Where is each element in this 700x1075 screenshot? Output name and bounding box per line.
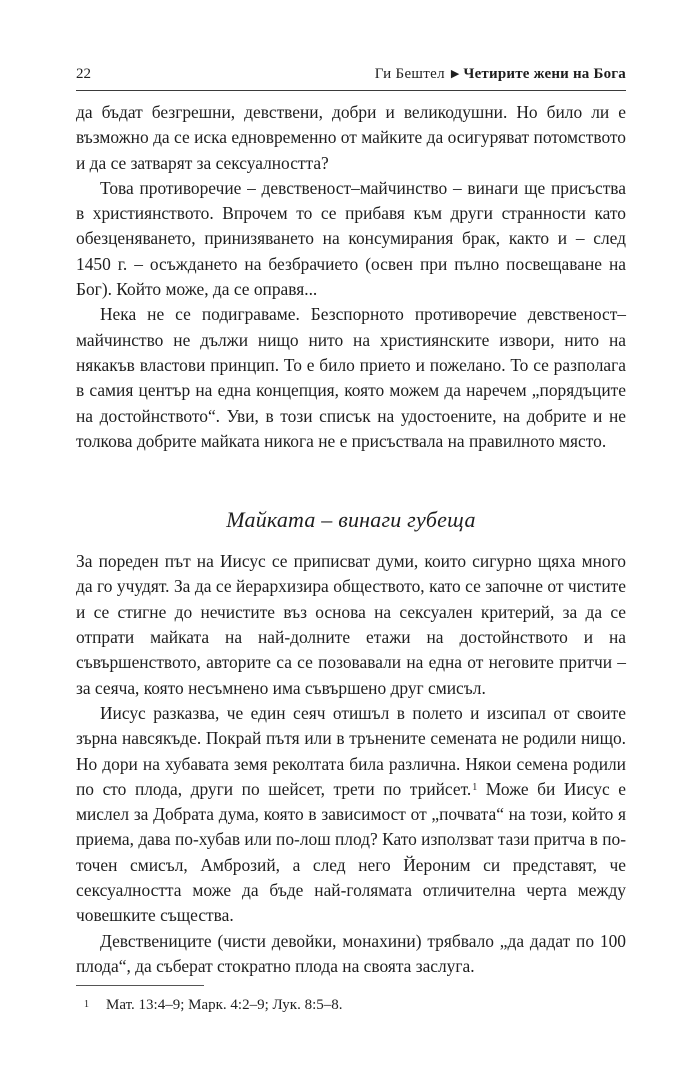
footnote-divider	[76, 985, 204, 986]
footnote	[76, 995, 626, 1015]
paragraph: Това противоречие – девственост–майчинство – винаги ще присъства в християнството. Впрочем то се прибавя към други странности като обезценяването, принизяването на консумирания брак, както и – след 1450 г. – осъждането на безбрачието (освен при пълно посвещаване на Бог). Който може, да се оправя...	[76, 177, 626, 300]
paragraph-text: Иисус разказва, че един сеяч отишъл в полето и изсипал от своите зърна навсякъде. Покрай пътя или в трънените семената не родили нищо. Но дори на хубавата земя реколтата била различна. Някои семена родили по сто плода, други по шейсет, трети по трийсет.	[76, 702, 626, 799]
paragraph: Нека не се подиграваме. Безспорното противоречие девственост–майчинство не дължи нищо нито на християнските извори, нито на някакъв властови принцип. То е било прието и пожелано. То се разполага в самия център на една концепция, която можем да наречем „порядъците на достойнството“. Уви, в този списък на удостоените, на добрите и не толкова добрите майката никога не е присъствала на правилното място.	[76, 304, 626, 451]
footnote-text: Мат. 13:4–9; Марк. 4:2–9; Лук. 8:5–8.	[106, 997, 343, 1013]
section-heading: Майката – винаги губеща	[226, 507, 476, 533]
paragraph-with-footnote	[76, 701, 626, 929]
paragraph-continued: да бъдат безгрешни, девствени, добри и великодушни. Но било ли е възможно да се иска едновременно от майките да осигуряват потомството и да се затварят за сексуалността?	[76, 102, 626, 173]
paragraph-text: Може би Иисус е мислел за Добрата дума, която в зависимост от „почвата“ на този, който я приема, дава по-хубав или по-лош плод? Като използват тази притча в по-точен смисъл, Амброзий, а след него Йероним си представят, че сексуалността може да бъде най-голямата отличителна черта между човешките същества.	[76, 778, 626, 926]
running-header	[76, 64, 626, 91]
page-body	[76, 100, 626, 979]
paragraph: За пореден път на Иисус се приписват думи, които сигурно щяха много да го учудят. За да се йерархизира обществото, като се започне от чистите и се стигне до нечистите въз основа на сексуален критерий, за да се отпрати майката на най-долните етажи на достойнството и на съвършенството, авторите са се позовавали на една от неговите притчи – за сеяча, която несъмнено има съвършено друг смисъл.	[76, 551, 626, 698]
page-number: 22	[76, 66, 91, 82]
footnote-number: 1	[84, 999, 89, 1010]
right-triangle-icon: ▶	[450, 68, 460, 80]
book-title: Четирите жени на Бога	[463, 66, 626, 82]
paragraph: Девствениците (чисти девойки, монахини) трябвало „да дадат по 100 плода“, да съберат стократно плода на своята заслуга.	[76, 930, 626, 976]
footnote-reference[interactable]: 1	[472, 781, 478, 793]
author-name: Ги Бештел	[374, 66, 445, 82]
running-title	[375, 66, 626, 83]
